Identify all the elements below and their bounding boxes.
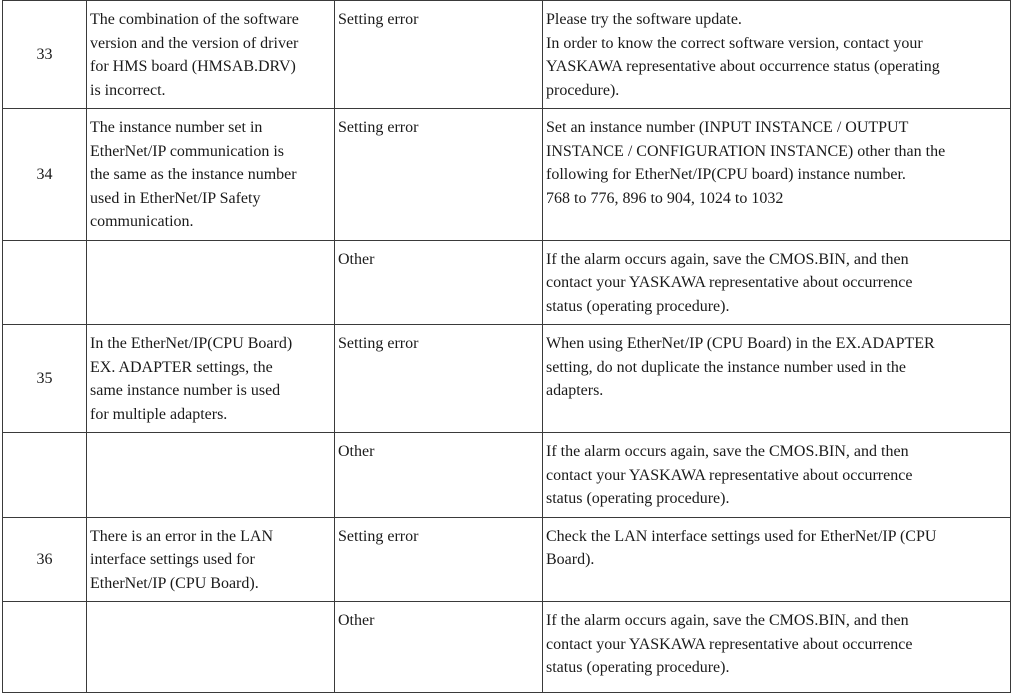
action-line: Check the LAN interface settings used for EtherNet/IP (CPU: [546, 527, 937, 545]
action-line: When using EtherNet/IP (CPU Board) in the EX.ADAPTER: [546, 335, 935, 352]
cause-line: communication.: [90, 213, 194, 230]
action-cell: [543, 517, 1011, 602]
action-cell: [543, 240, 1011, 325]
action-line: Please try the software update.: [546, 11, 742, 28]
cause-line: the same as the instance number: [90, 166, 297, 183]
error-type: Setting error: [335, 517, 543, 602]
cause-line: used in EtherNet/IP Safety: [90, 189, 261, 207]
table-row: [3, 517, 1011, 602]
action-line: contact your YASKAWA representative about occurrence: [546, 635, 913, 653]
cause-line: EX. ADAPTER settings, the: [90, 358, 273, 376]
cause-line: The combination of the software: [90, 11, 299, 28]
cause-line: is incorrect.: [90, 81, 166, 99]
action-line: status (operating procedure).: [546, 297, 730, 315]
cause-cell: [87, 433, 335, 518]
action-cell: [543, 602, 1011, 693]
table-row: [3, 109, 1011, 241]
table-row: [3, 240, 1011, 325]
action-line: If the alarm occurs again, save the CMOS.BIN, and then: [546, 612, 909, 629]
row-number: [3, 433, 87, 518]
action-line: adapters.: [546, 382, 604, 399]
cause-line: for HMS board (HMSAB.DRV): [90, 58, 296, 75]
error-type: Other: [335, 433, 543, 518]
action-line: setting, do not duplicate the instance number used in the: [546, 358, 906, 376]
action-line: In order to know the correct software version, contact your: [546, 34, 923, 52]
action-cell: [543, 1, 1011, 109]
cause-cell: [87, 325, 335, 433]
action-line: procedure).: [546, 81, 620, 99]
action-line: If the alarm occurs again, save the CMOS.BIN, and then: [546, 250, 909, 268]
cause-line: interface settings used for: [90, 551, 255, 568]
cause-line: EtherNet/IP communication is: [90, 142, 285, 160]
row-number: 33: [3, 1, 87, 109]
cause-line: In the EtherNet/IP(CPU Board): [90, 335, 293, 352]
error-type: Setting error: [335, 325, 543, 433]
cause-cell: [87, 602, 335, 693]
cause-cell: [87, 1, 335, 109]
cause-line: version and the version of driver: [90, 34, 299, 52]
action-cell: [543, 325, 1011, 433]
row-number: [3, 240, 87, 325]
action-line: status (operating procedure).: [546, 490, 730, 507]
action-line: YASKAWA representative about occurrence status (operating: [546, 58, 940, 75]
action-line: contact your YASKAWA representative about occurrence: [546, 274, 913, 291]
action-line: contact your YASKAWA representative about occurrence: [546, 466, 913, 484]
cause-line: same instance number is used: [90, 382, 281, 399]
cause-cell: [87, 109, 335, 241]
action-line: status (operating procedure).: [546, 659, 730, 676]
action-line: 768 to 776, 896 to 904, 1024 to 1032: [546, 189, 784, 207]
error-type: Setting error: [335, 1, 543, 109]
cause-cell: [87, 240, 335, 325]
table-row: [3, 433, 1011, 518]
row-number: 36: [3, 517, 87, 602]
table-row: [3, 325, 1011, 433]
cause-line: for multiple adapters.: [90, 405, 228, 423]
error-type: Setting error: [335, 109, 543, 241]
action-line: Set an instance number (INPUT INSTANCE / OUTPUT: [546, 119, 909, 136]
action-line: following for EtherNet/IP(CPU board) instance number.: [546, 166, 906, 183]
table-row: [3, 602, 1011, 693]
cause-cell: [87, 517, 335, 602]
cause-line: There is an error in the LAN: [90, 527, 274, 545]
row-number: 35: [3, 325, 87, 433]
cause-line: EtherNet/IP (CPU Board).: [90, 574, 259, 592]
action-cell: [543, 433, 1011, 518]
error-type: Other: [335, 602, 543, 693]
error-type: Other: [335, 240, 543, 325]
action-line: INSTANCE / CONFIGURATION INSTANCE) other than the: [546, 142, 946, 160]
cause-line: The instance number set in: [90, 119, 263, 136]
row-number: [3, 602, 87, 693]
action-line: If the alarm occurs again, save the CMOS.BIN, and then: [546, 443, 909, 460]
table-row: [3, 1, 1011, 109]
action-cell: [543, 109, 1011, 241]
row-number: 34: [3, 109, 87, 241]
alarm-subcode-table: [2, 0, 1011, 693]
action-line: Board).: [546, 551, 595, 568]
